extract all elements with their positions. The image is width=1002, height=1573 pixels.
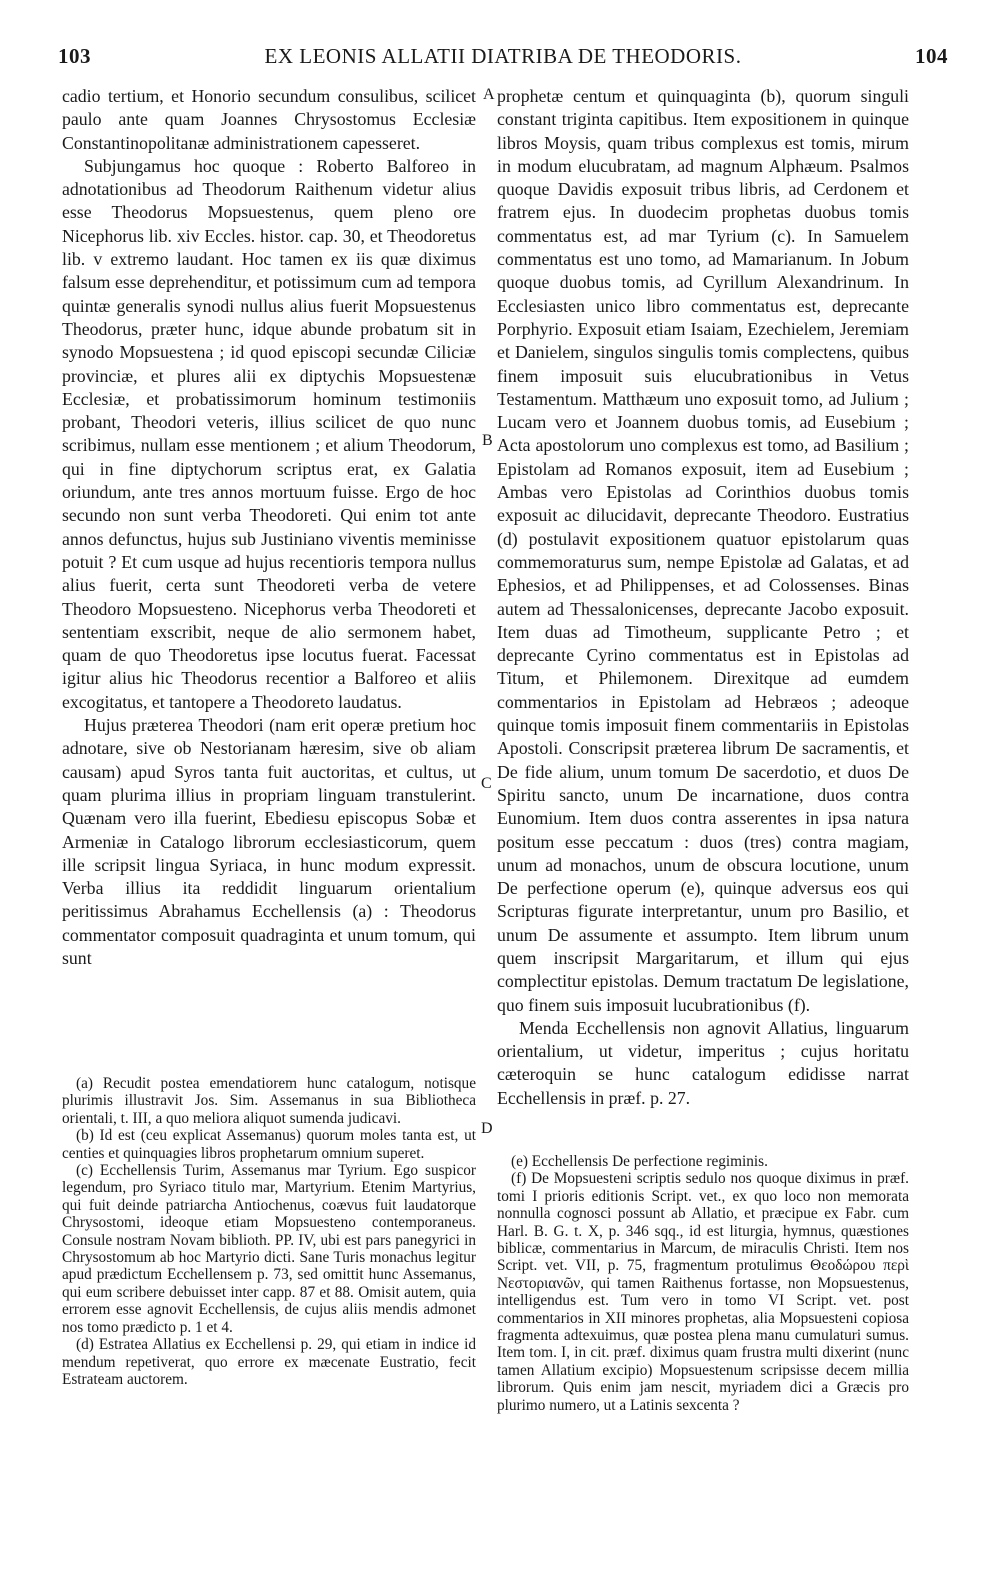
left-main-text — [62, 85, 476, 970]
footnote-f: (f) De Mopsuesteni scriptis sedulo nos quoque diximus in præf. tomi I prioris editionis Script. vet., ex quo loco non memorata nonnulla cognosci possunt ab Allatio, et præcipue ex Fabr. cum Harl. B. G. t. X, p. 346 sqq., id est liturgia, hymnus, quæstiones biblicæ, commentarius in Marcum, de miraculis Christi. Item nos Script. vet. VII, p. 75, fragmentum protulimus Θεοδώρου περὶ Νεστοριανῶν, qui tamen Raithenus fortasse, non Mopsuestenus, intelligendus est. Tum vero in tomo VI Script. vet. post commentarios in XII minores prophetas, alia Mopsuesteni copiosa fragmenta adtexuimus, quæ postea plena manu cumulaturi sumus. Item tom. I, in cit. præf. diximus quam frustra multi dixerint (nunc tamen Allatium excipio) Mopsuestenum scripsisse decem millia librorum. Quis enim jam nescit, myriadem dici a Græcis pro plurimo numero, ut a Latinis sexcenta ? — [497, 1170, 909, 1414]
right-footnotes — [497, 1153, 909, 1414]
paragraph: cadio tertium, et Honorio secundum consulibus, scilicet paulo ante quam Joannes Chrysostomus Ecclesiæ Constantinopolitanæ administrationem capesseret. — [62, 86, 476, 153]
left-footnotes — [62, 1075, 476, 1388]
paragraph: Subjungamus hoc quoque : Roberto Balforeo in adnotationibus ad Theodorum Raithenum videtur alius esse Theodorus Mopsuestenus, quem pleno ore Nicephorus lib. xiv Eccles. histor. cap. 30, et Theodoretus lib. v extremo laudant. Hoc tamen ex iis quæ diximus falsum esse deprehenditur, et potissimum cum ad tempora quintæ generalis synodi nullus alius fuerit Mopsuestenus Theodorus, præter hunc, idque abunde probatum sit in synodo Mopsuestena ; id quod episcopi secundæ Ciliciæ provinciæ, et plures alii ex diptychis Mopsuestenæ Ecclesiæ, et probatissimorum hominum testimoniis probant, Theodori veteris, illius scilicet de quo nunc scribimus, nullam esse mentionem ; et alium Theodorum, qui in fine diptychorum scriptus erat, ex Galatia oriundum, ante tres annos mortuum fuisse. Ergo de hoc secundo non sunt verba Theodoreti. Qui enim tot ante annos defunctus, hujus sub Justiniano viventis meminisse potuit ? Et cum usque ad hujus recentioris tempora nullus alius fuerit, certa sunt Theodoreti verba de vetere Theodoro Mopsuesteno. Nicephorus verba Theodoreti et sententiam exscribit, neque de alio sermonem habet, quam de quo Theodoretus ipse locutus fuerat. Facessat igitur alius hic Theodorus recentior a Balforeo et aliis excogitatus, et tantopere a Theodoreto laudatus. — [62, 155, 476, 712]
footnote-a: (a) Recudit postea emendatiorem hunc catalogum, notisque plurimis illustravit Jos. Sim. Assemanus in sua Bibliotheca orientali, t. III, a quo meliora aliquot sumenda judicavi. — [62, 1075, 476, 1127]
footnote-e: (e) Ecchellensis De perfectione regiminis. — [511, 1153, 768, 1170]
right-column — [497, 85, 909, 1414]
paragraph: prophetæ centum et quinquaginta (b), quorum singuli constant triginta capitibus. Item expositionem in quinque libros Moysis, quam tribus complexus est tomis, mirum in modum elucubratam, ad magnum Alphæum. Psalmos quoque Davidis exposuit tribus libris, ad Cerdonem et fratrem ejus. In duodecim prophetas duobus tomis commentatus est, ad mar Tyrium (c). In Samuelem commentatus est uno tomo, ad Mamarianum. In Jobum quoque duobus tomis, ad Cyrillum Alexandrinum. In Ecclesiasten unico libro commentatus est, deprecante Porphyrio. Exposuit etiam Isaiam, Ezechielem, Jeremiam et Danielem, singulos singulis tomis complectens, quibus finem imposuit suis elucubrationibus in Vetus Testamentum. Matthæum uno exposuit tomo, ad Julium ; Lucam vero et Joannem duobus tomis, ad Eusebium ; Acta apostolorum uno complexus est tomo, ad Basilium ; Epistolam ad Romanos exposuit, item ad Eusebium ; Ambas vero Epistolas ad Corinthios duobus tomis exposuit ac dilucidavit, deprecante Theodoro. Eustratius (d) postulavit expositionem quatuor epistolarum quas commemoraturus sum, nempe Epistolæ ad Galatas, et ad Ephesios, et ad Philippenses, et ad Colossenses. Binas autem ad Thessalonicenses, deprecante Jacobo exposuit. Item duas ad Timotheum, supplicante Petro ; et deprecante Cyrino commentatus est in Epistolas ad Titum, et Philemonem. Direxitque ad eumdem commentarios in Epistolam ad Hebræos ; adeoque quinque tomis imposuit finem commentariis in Epistolas Apostoli. Conscripsit præterea librum De sacramentis, et De fide alium, unum tomum De sacerdotio, et duos De Spiritu sancto, unum De incarnatione, duos contra Eunomium. Item duos contra asserentes in ipsa natura positum esse peccatum : duos (tres) contra magiam, unum ad monachos, unum de obscura locutione, unum De perfectione operum (e), quinque adversus eos qui Scripturas figurate interpretantur, unum pro Basilio, et unum De assumente et assumpto. Item librum unum quem inscripsit Margaritarum, et illum qui ejus complectitur epistolas. Demum tractatum De legislatione, quo finem suis imposuit lucubrationibus (f). — [497, 86, 909, 1015]
page-number-right: 104 — [915, 44, 948, 68]
paragraph: Menda Ecchellensis non agnovit Allatius, linguarum orientalium, ut videtur, imperitus ; cujus horitatu cæteroquin se hunc catalogum edidisse narrat Ecchellensis in præf. p. 27. — [497, 1017, 909, 1108]
margin-mark-c: C — [481, 775, 492, 792]
left-column — [62, 85, 476, 1388]
footnote-b: (b) Id est (ceu explicat Assemanus) quorum moles tanta est, ut centies et quinquagies libros prophetarum omnium superet. — [62, 1127, 476, 1162]
paragraph: Hujus præterea Theodori (nam erit operæ pretium hoc adnotare, sive ob Nestorianam hæresim, sive ob aliam causam) apud Syros tanta fuit auctoritas, et cultus, ut quam plurima illius in propriam linguam transtulerint. Quænam vero illa fuerint, Ebediesu episcopus Sobæ et Armeniæ in Catalogo librorum ecclesiasticorum, quem ille scripsit lingua Syriaca, in hunc modum expressit. Verba illius ita reddidit linguarum orientalium peritissimus Abrahamus Ecchellensis (a) : Theodorus commentator composuit quadraginta et unum tomum, qui sunt — [62, 715, 476, 968]
running-header — [58, 44, 948, 74]
running-title: EX LEONIS ALLATII DIATRIBA DE THEODORIS. — [264, 44, 742, 68]
page-number-left: 103 — [58, 44, 91, 68]
margin-mark-b: B — [482, 432, 493, 449]
footnote-d: (d) Estratea Allatius ex Ecchellensi p. 29, qui etiam in indice id mendum repetiverat, quo errore ex mæcenate Eustratio, fecit Estrateam auctorem. — [62, 1336, 476, 1388]
margin-mark-d: D — [481, 1120, 493, 1137]
margin-mark-a: A — [483, 86, 495, 103]
right-main-text — [497, 85, 909, 1110]
footnote-c: (c) Ecchellensis Turim, Assemanus mar Tyrium. Ego suspicor legendum, pro Syriaco titulo mar, Martyrium. Etenim Martyrius, qui fuit deinde patriarcha Antiochenus, coævus fuit laudatorque Chrysostomi, ideoque etiam Mopsuesteno contemporaneus. Consule nostram Novam biblioth. PP. IV, ubi est pars panegyrici in Chrysostomum ab hoc Martyrio dicti. Sane Turis monachus legitur apud prædictum Ecchellensem p. 73, sed omittit hunc Assemanus, qui eum scribere debuisset inter capp. 87 et 88. Omisit autem, quia errorem esse agnovit Ecchellensis, de cujus aliis mendis admonet nos tomo prædicto p. 1 et 4. — [62, 1162, 476, 1336]
